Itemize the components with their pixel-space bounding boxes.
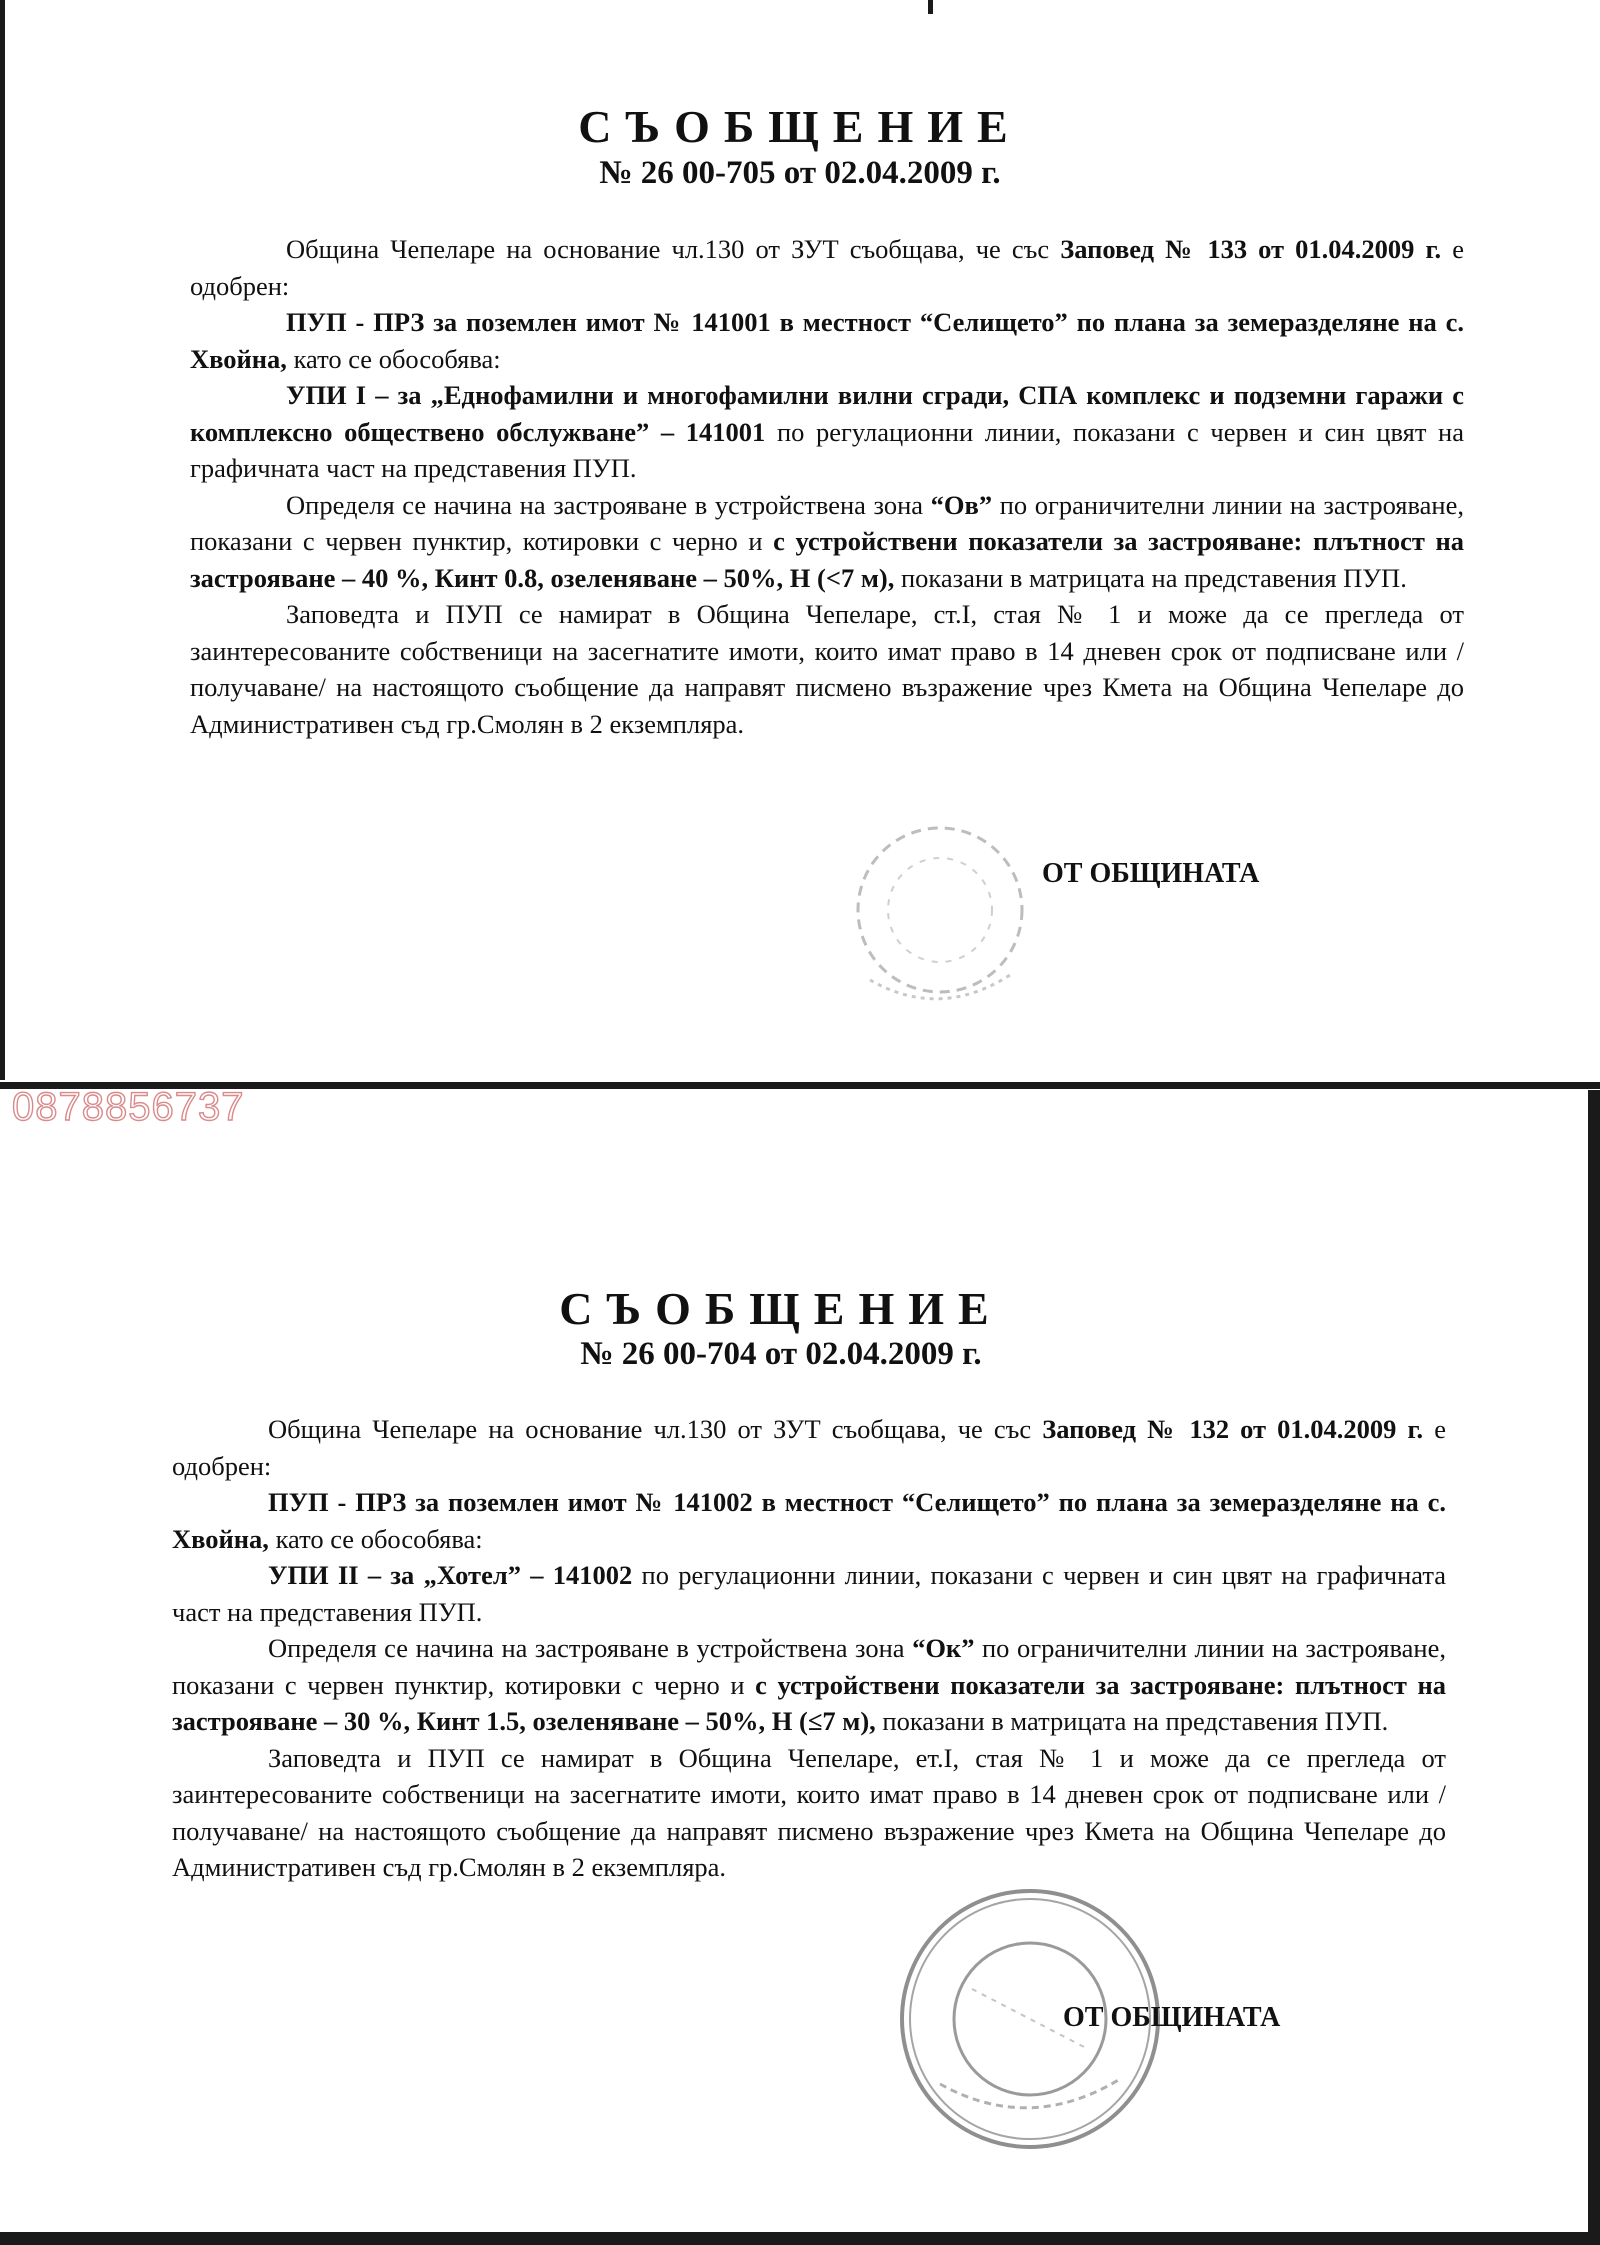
notice-number: № 26 00-704 от 02.04.2009 г.: [580, 1336, 982, 1372]
notice-paragraph-upi: УПИ I – за „Еднофамилни и многофамилни вилни сгради, СПА комплекс и подземни гаражи с комплексно обществено обслужване” – 141001 по регулационни линии, показани с червен и син цвят на графичната част на представения ПУП.: [190, 380, 1464, 483]
notice-paragraph-intro: Община Чепеларе на основание чл.130 от ЗУТ съобщава, че със Заповед № 132 от 01.04.2009 г. е одобрен:: [172, 1414, 1446, 1481]
notice-paragraph-intro: Община Чепеларе на основание чл.130 от ЗУТ съобщава, че със Заповед № 133 от 01.04.2009 г. е одобрен:: [190, 234, 1464, 301]
notice-paragraph-zone: Определя се начина на застрояване в устройствена зона “Ов” по ограничителни линии на застрояване, показани с червен пунктир, котировки с черно и с устройствени показатели за застрояване: плътност на застрояване – 40 %, Кинт 0.8, озеленяване – 50%, Н (<7 м), показани в матрицата на представения ПУП.: [190, 489, 1464, 593]
signature-label: ОТ ОБЩИНАТА: [1042, 858, 1260, 889]
notice-paragraph-appeal: Заповедта и ПУП се намират в Община Чепеларе, ет.I, стая № 1 и може да се прегледа от заинтересованите собственици на засегнатите имоти, които имат право в 14 дневен срок от подписване или /получаване/ на настоящото съобщение да направят писмено възражение чрез Кмета на Община Чепеларе до Административен съд гр.Смолян в 2 екземпляра.: [172, 1742, 1446, 1882]
notice-body: [190, 231, 1464, 742]
faded-stamp: [830, 815, 1050, 1015]
notice-title: СЪОБЩЕНИЕ: [559, 1283, 1003, 1334]
watermark-phone-number: 0878856737: [12, 1085, 245, 1129]
notice-1: [0, 0, 1600, 1080]
notice-body: [172, 1411, 1446, 1886]
notice-paragraph-plan: ПУП - ПРЗ за поземлен имот № 141001 в местност “Селището” по плана за земеразделяне на с. Хвойна, като се обособява:: [190, 307, 1464, 374]
notice-2: [0, 1089, 1600, 2232]
signature-label: ОТ ОБЩИНАТА: [1063, 2002, 1281, 2033]
notice-number: № 26 00-705 от 02.04.2009 г.: [599, 155, 1001, 191]
scan-edge-bottom-strip: [0, 2232, 1600, 2245]
notice-title: СЪОБЩЕНИЕ: [578, 101, 1022, 152]
notice-paragraph-upi: УПИ II – за „Хотел” – 141002 по регулационни линии, показани с червен и син цвят на графичната част на представения ПУП.: [172, 1560, 1446, 1627]
notice-paragraph-plan: ПУП - ПРЗ за поземлен имот № 141002 в местност “Селището” по плана за земеразделяне на с. Хвойна, като се обособява:: [172, 1487, 1446, 1554]
notice-paragraph-zone: Определя се начина на застрояване в устройствена зона “Ок” по ограничителни линии на застрояване, показани с червен пунктир, котировки с черно и с устройствени показатели за застрояване: плътност на застрояване – 30 %, Кинт 1.5, озеленяване – 50%, Н (≤7 м), показани в матрицата на представения ПУП.: [172, 1633, 1446, 1736]
notice-paragraph-appeal: Заповедта и ПУП се намират в Община Чепеларе, ст.I, стая № 1 и може да се прегледа от заинтересованите собственици на засегнатите имоти, които имат право в 14 дневен срок от подписване или /получаване/ на настоящото съобщение да направят писмено възражение чрез Кмета на Община Чепеларе до Административен съд гр.Смолян в 2 екземпляра.: [190, 599, 1464, 739]
